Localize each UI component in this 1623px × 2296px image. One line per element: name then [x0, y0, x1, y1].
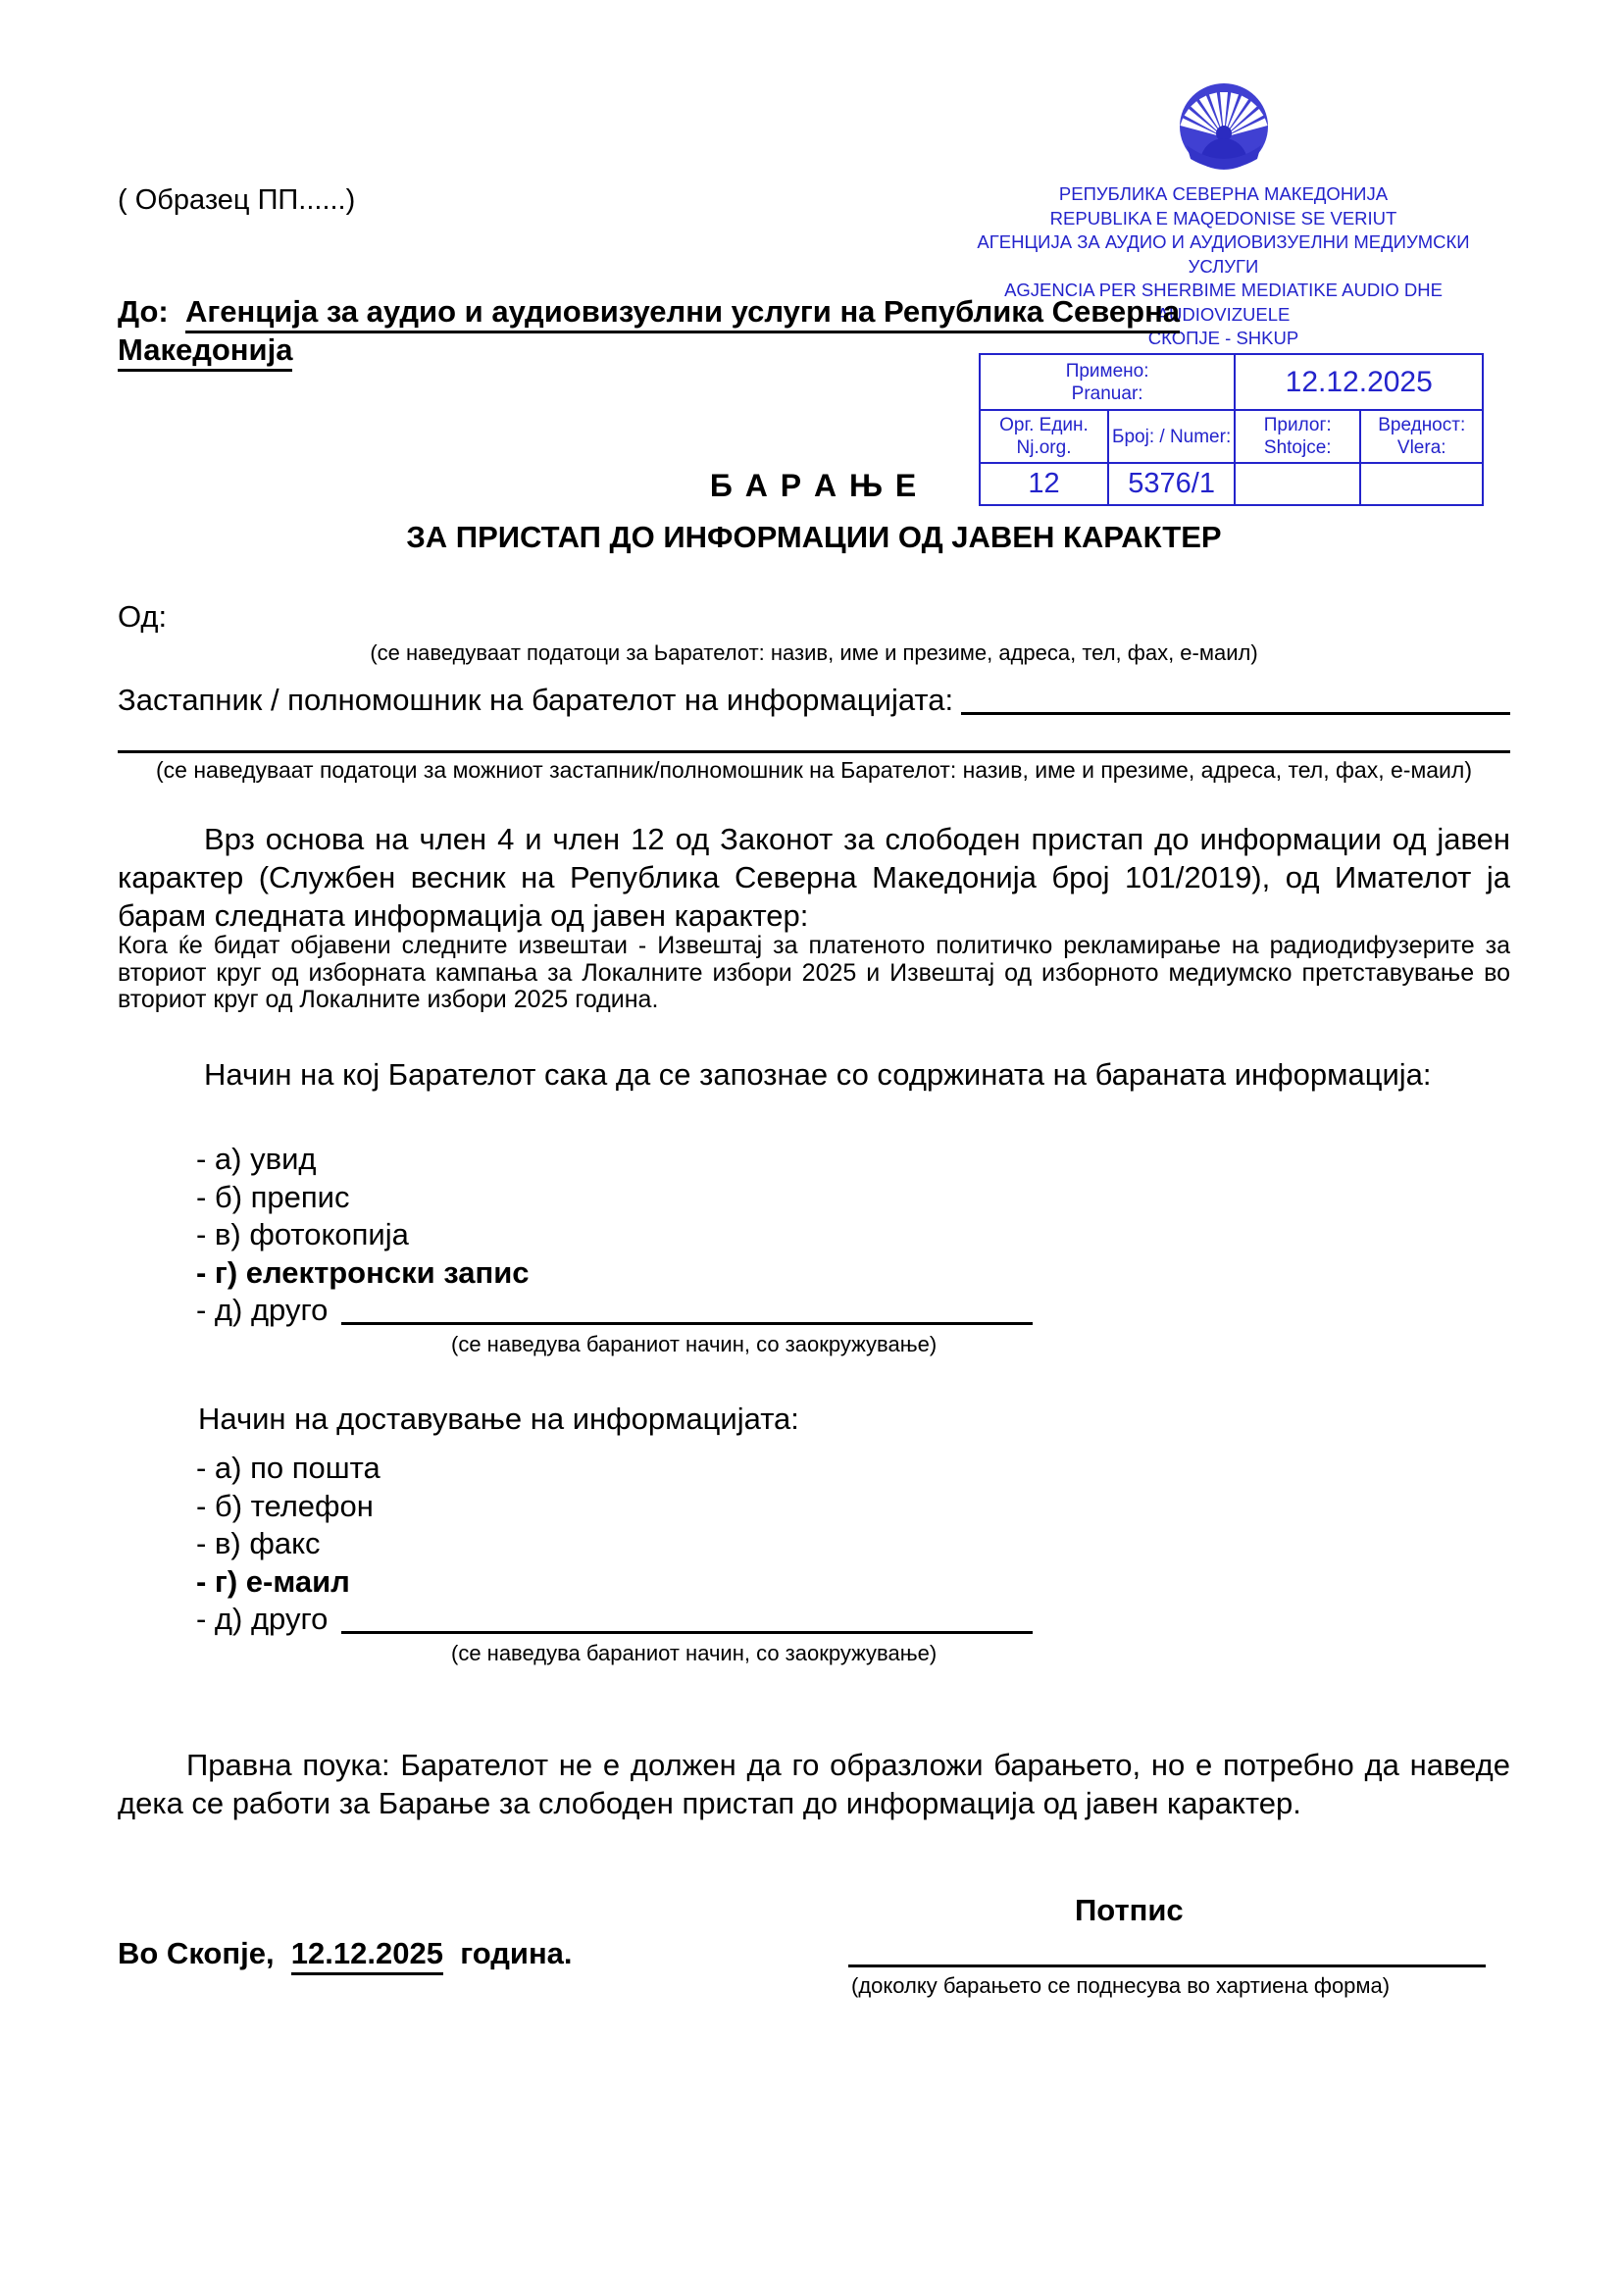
org-unit-value-cell: 12 — [980, 463, 1108, 505]
access-option-d-other — [196, 1292, 1033, 1330]
recipient-prefix: До: — [118, 294, 178, 329]
org-unit-label-mk: Орг. Един. — [999, 415, 1089, 435]
letterhead-line: АГЕНЦИЈА ЗА АУДИО И АУДИОВИЗУЕЛНИ МЕДИУМСКИ — [977, 231, 1470, 252]
letterhead-line: AGJENCIA PER SHERBIME MEDIATIKE AUDIO DHE — [1004, 280, 1443, 300]
delivery-option-a: - а) по пошта — [196, 1451, 380, 1485]
signature-hint: (доколку барањето се поднесува во хартиена форма) — [851, 1973, 1391, 1998]
delivery-method-hint: (се наведува бараниот начин, со заокружување) — [451, 1641, 938, 1665]
received-label-mk: Примено: — [1065, 360, 1149, 382]
letterhead-line: AUDIOVIZUELE — [1156, 303, 1291, 325]
value-label-sq: Vlera: — [1396, 437, 1446, 458]
legal-note-paragraph: Правна поука: Барателот не е должен да го образложи барањето, но е потребно да наведе дека се работи за Барање за слободен пристап до информација од јавен карактер. — [118, 1748, 1510, 1820]
letterhead-line: REPUBLIKA E MAQEDONISE SE VERIUT — [1049, 207, 1397, 229]
agency-emblem-logo — [1177, 80, 1271, 173]
value-value-cell — [1360, 463, 1483, 505]
access-option-g-selected: - г) електронски запис — [196, 1254, 530, 1290]
access-option-d-label: - д) друго — [196, 1293, 329, 1328]
attachment-label-sq: Shtojce: — [1263, 437, 1332, 458]
legal-basis-paragraph: Врз основа на член 4 и член 12 од Законот за слободен пристап до информации од јавен карактер (Службен весник на Република Северна Македонија број 101/2019), од Имателот ја барам следната информација од јавен карактер: — [118, 822, 1510, 933]
representative-fill-line — [961, 712, 1510, 715]
representative-row — [118, 683, 1510, 718]
place-date-value: 12.12.2025 — [291, 1936, 443, 1975]
signature-label: Потпис — [1075, 1893, 1184, 1927]
attachment-value-cell — [1235, 463, 1360, 505]
recipient-line — [118, 293, 1412, 369]
representative-label: Застапник / полномошник на барателот на информацијата: — [118, 683, 954, 717]
delivery-option-g-selected: - г) е-маил — [196, 1563, 350, 1599]
delivery-option-d-other — [196, 1601, 1033, 1639]
access-other-fill-line — [341, 1322, 1033, 1325]
delivery-option-d-label: - д) друго — [196, 1602, 329, 1637]
intake-stamp-table — [979, 353, 1484, 506]
place-prefix: Во Скопје, — [118, 1936, 283, 1970]
recipient-agency-name-2: Македонија — [118, 332, 292, 372]
received-date-cell: 12.12.2025 — [1235, 354, 1483, 410]
attachment-label-mk: Прилог: — [1263, 415, 1332, 435]
recipient-agency-name: Агенција за аудио и аудиовизуелни услуги на Република Северна — [185, 294, 1180, 333]
value-label-cell — [1360, 410, 1483, 463]
number-label-cell: Број: / Numer: — [1108, 410, 1235, 463]
place-suffix: година. — [451, 1936, 573, 1970]
delivery-method-intro: Начин на доставување на информацијата: — [198, 1402, 799, 1436]
value-label-mk: Вредност: — [1378, 415, 1466, 435]
delivery-option-b: - б) телефон — [196, 1488, 374, 1523]
representative-hint: (се наведуваат податоци за можниот застапник/полномошник на Барателот: назив, име и презиме, адреса, тел, фах, е-маил) — [156, 757, 1472, 783]
form-variant-label: ( Образец ПП......) — [118, 184, 356, 216]
number-value-cell: 5376/1 — [1108, 463, 1235, 505]
delivery-method-options — [196, 1450, 1033, 1639]
from-label: Од: — [118, 599, 168, 634]
letterhead-line: РЕПУБЛИКА СЕВЕРНА МАКЕДОНИЈА — [1058, 183, 1389, 204]
from-hint: (се наведуваат податоци за Ьарателот: назив, име и презиме, адреса, тел, фах, е-маил) — [370, 640, 1258, 665]
requested-information-text: Кога ќе бидат објавени следните извештаи - Извештај за платеното политичко рекламирање на радиодифузерите за вториот круг од изборната кампања за Локалните избори 2025 и Извештај од изборното медиумско претставување во вториот круг од Локалните избори 2025 година. — [118, 932, 1510, 1013]
letterhead-line: СКОПЈЕ - SHKUP — [1147, 328, 1299, 348]
access-option-a: - а) увид — [196, 1142, 317, 1176]
delivery-option-v: - в) факс — [196, 1526, 321, 1561]
received-label-sq: Pranuar: — [1071, 383, 1143, 404]
place-date-line — [118, 1936, 573, 1971]
access-option-v: - в) фотокопија — [196, 1217, 409, 1252]
access-method-hint: (се наведува бараниот начин, со заокружување) — [451, 1332, 938, 1356]
form-subtitle: ЗА ПРИСТАП ДО ИНФОРМАЦИИ ОД ЈАВЕН КАРАКТЕР — [406, 520, 1222, 554]
access-method-intro: Начин на кој Барателот сака да се запознае со содржината на бараната информација: — [204, 1057, 1432, 1092]
access-method-options — [196, 1141, 1033, 1330]
delivery-other-fill-line — [341, 1631, 1033, 1634]
signature-blank-line — [848, 1939, 1486, 1967]
form-title: Б А Р А Њ Е — [709, 468, 919, 503]
access-option-b: - б) препис — [196, 1179, 350, 1214]
representative-blank-line — [118, 726, 1510, 753]
letterhead-line: УСЛУГИ — [1188, 255, 1259, 277]
org-unit-label-cell — [980, 410, 1108, 463]
attachment-label-cell — [1235, 410, 1360, 463]
org-unit-label-sq: Nj.org. — [1016, 437, 1072, 458]
